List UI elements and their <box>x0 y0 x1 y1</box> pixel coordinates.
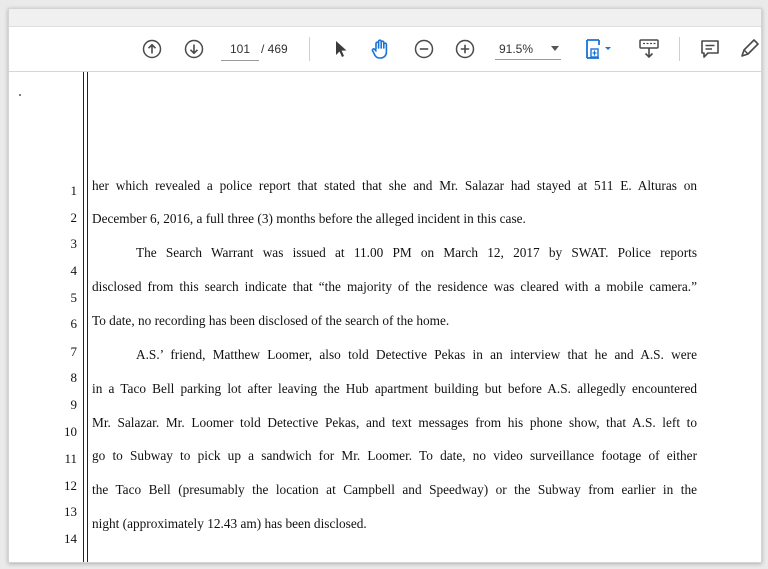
toolbar <box>9 27 761 72</box>
line-number: 8 <box>70 370 77 385</box>
zoom-in-button[interactable] <box>452 27 478 71</box>
page-total: / 469 <box>261 42 288 56</box>
draw-button[interactable] <box>737 27 761 71</box>
pencil-icon <box>738 38 760 60</box>
line-number: 3 <box>70 236 77 251</box>
line-number: 6 <box>70 316 77 331</box>
next-page-button[interactable] <box>181 27 207 71</box>
text-line: night (approximately 12.43 am) has been disclosed. <box>92 516 367 531</box>
text-line: her which revealed a police report that stated that she and Mr. Salazar had stayed at 511 E. Alturas on <box>92 178 697 193</box>
zoom-out-icon <box>414 39 434 59</box>
zoom-in-icon <box>455 39 475 59</box>
select-tool-button[interactable] <box>329 27 353 71</box>
line-number: 12 <box>64 478 77 493</box>
text-line: A.S.’ friend, Matthew Loomer, also told Detective Pekas in an interview that he and A.S. were <box>136 347 697 362</box>
chevron-down-icon <box>551 46 559 51</box>
line-number: 10 <box>64 424 77 439</box>
text-line: in a Taco Bell parking lot after leaving the Hub apartment building but before A.S. allegedly encountered <box>92 381 697 396</box>
scroll-mode-icon <box>636 37 662 61</box>
pdf-viewer-window <box>8 8 762 563</box>
text-line: disclosed from this search indicate that “the majority of the residence was cleared with a mobile camera.” <box>92 279 697 294</box>
scroll-mode-button[interactable] <box>633 27 665 71</box>
text-line: the Taco Bell (presumably the location at Campbell and Speedway) or the Subway from earlier in the <box>92 482 697 497</box>
zoom-level-select[interactable] <box>495 38 561 60</box>
line-number: 5 <box>70 290 77 305</box>
line-number: 9 <box>70 397 77 412</box>
toolbar-separator <box>679 37 680 61</box>
arrow-up-circle-icon <box>142 39 162 59</box>
fit-page-button[interactable] <box>581 27 617 71</box>
line-number: 4 <box>70 263 77 278</box>
hand-tool-button[interactable] <box>367 27 395 71</box>
hand-tool-icon <box>369 37 393 61</box>
page-number-input[interactable]: 101 <box>221 38 259 61</box>
text-line: Mr. Salazar. Mr. Loomer told Detective Pekas, and text messages from his phone show, that A.S. left to <box>92 415 697 430</box>
comment-button[interactable] <box>697 27 723 71</box>
toolbar-separator <box>309 37 310 61</box>
line-number: 11 <box>64 451 77 466</box>
document-page <box>9 72 761 562</box>
arrow-down-circle-icon <box>184 39 204 59</box>
line-number: 1 <box>70 183 77 198</box>
text-line: The Search Warrant was issued at 11.00 PM on March 12, 2017 by SWAT. Police reports <box>136 245 697 260</box>
text-line: To date, no recording has been disclosed of the search of the home. <box>92 313 450 328</box>
fit-page-icon <box>583 37 615 61</box>
comment-icon <box>699 38 721 60</box>
page-speck <box>19 94 21 96</box>
window-top-strip <box>9 9 761 27</box>
previous-page-button[interactable] <box>139 27 165 71</box>
line-number: 13 <box>64 504 77 519</box>
margin-rule-right <box>87 72 88 562</box>
line-number: 2 <box>70 210 77 225</box>
text-line: go to Subway to pick up a sandwich for Mr. Loomer. To date, no video surveillance footage of either <box>92 448 697 463</box>
zoom-out-button[interactable] <box>411 27 437 71</box>
margin-rule-left <box>83 72 84 562</box>
text-line: December 6, 2016, a full three (3) months before the alleged incident in this case. <box>92 211 526 226</box>
zoom-level-value: 91.5% <box>499 41 534 56</box>
select-pointer-icon <box>333 39 349 59</box>
line-number: 14 <box>64 531 77 546</box>
line-number: 7 <box>70 344 77 359</box>
